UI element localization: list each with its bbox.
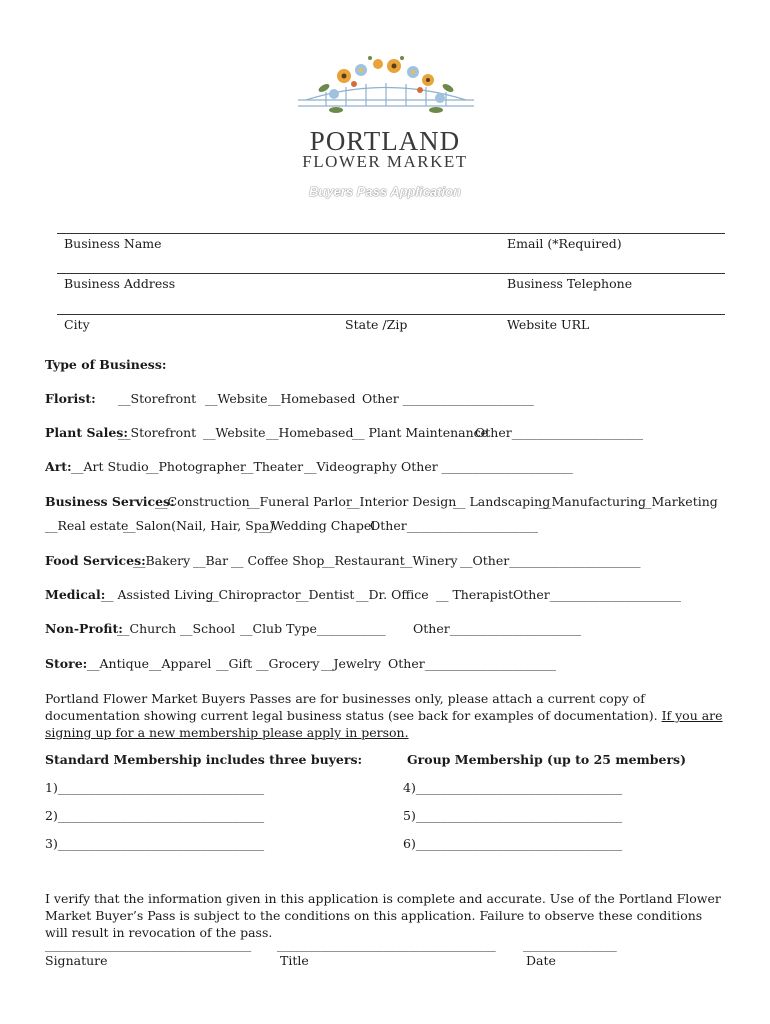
food-winery-option[interactable]: __Winery (400, 553, 458, 568)
verification-statement: I verify that the information given in this application is complete and accurate. Use of the Portland Flower Market Buyer’s Pass is subject to the conditions on this application. Failure to observe these conditions will result in revocation of the pass. (45, 891, 721, 940)
business-address-label: Business Address (64, 276, 176, 291)
business-telephone-label: Business Telephone (507, 276, 633, 291)
medical-therapist-option[interactable]: __ Therapist (436, 587, 514, 602)
city-label: City (64, 317, 90, 332)
florist-other-field[interactable]: Other _____________________ (362, 391, 534, 406)
florist-storefront-option[interactable]: __Storefront (118, 391, 197, 406)
buyer-5-field[interactable]: 5)_________________________________ (403, 808, 623, 823)
buyer-2-field[interactable]: 2)_________________________________ (45, 808, 265, 823)
signature-label: Signature (45, 953, 108, 968)
medical-droffice-option[interactable]: __Dr. Office (356, 587, 429, 602)
art-photographer-option[interactable]: __Photographer (146, 459, 246, 474)
business-name-label: Business Name (64, 236, 162, 251)
art-label: Art: (45, 459, 72, 474)
medical-chiropractor-option[interactable]: __Chiropractor (206, 587, 301, 602)
medical-dentist-option[interactable]: __Dentist (296, 587, 355, 602)
medical-assisted-option[interactable]: __ Assisted Living (101, 587, 214, 602)
services-realestate-option[interactable]: __Real estate (45, 518, 129, 533)
food-services-label: Food Services: (45, 553, 146, 568)
store-other-field[interactable]: Other_____________________ (388, 656, 556, 671)
buyer-4-field[interactable]: 4)_________________________________ (403, 780, 623, 795)
nonprofit-other-field[interactable]: Other_____________________ (413, 621, 581, 636)
services-other-field[interactable]: Other_____________________ (370, 518, 538, 533)
buyer-1-field[interactable]: 1)_________________________________ (45, 780, 265, 795)
art-theater-option[interactable]: __Theater (241, 459, 304, 474)
nonprofit-label: Non-Profit: (45, 621, 123, 636)
group-membership-heading: Group Membership (up to 25 members) (407, 752, 686, 767)
florist-homebased-option[interactable]: __Homebased (268, 391, 356, 406)
business-services-label: Business Services: (45, 494, 175, 509)
type-of-business-heading: Type of Business: (45, 357, 167, 372)
florist-label: Florist: (45, 391, 96, 406)
food-bakery-option[interactable]: __Bakery (133, 553, 191, 568)
medical-other-field[interactable]: Other_____________________ (513, 587, 681, 602)
title-field[interactable]: ___________________________________ (277, 937, 496, 952)
notice-text: Portland Flower Market Buyers Passes are for businesses only, please attach a current copy of documentation showing current legal business status (see back for examples of documentation). (45, 691, 662, 723)
nonprofit-club-field[interactable]: __Club Type___________ (240, 621, 386, 636)
documentation-notice (45, 690, 725, 741)
store-antique-option[interactable]: __Antique (87, 656, 150, 671)
medical-label: Medical: (45, 587, 106, 602)
website-label: Website URL (507, 317, 590, 332)
services-marketing-option[interactable]: __Marketing (639, 494, 718, 509)
logo-line2: FLOWER MARKET (302, 152, 468, 171)
plant-maintenance-option[interactable]: __ Plant Maintenance (352, 425, 489, 440)
business-name-line[interactable] (57, 233, 725, 234)
state-zip-label: State /Zip (345, 317, 408, 332)
plant-website-option[interactable]: __Website (203, 425, 266, 440)
food-other-field[interactable]: __Other_____________________ (460, 553, 641, 568)
buyer-6-field[interactable]: 6)_________________________________ (403, 836, 623, 851)
title-label: Title (280, 953, 309, 968)
store-grocery-option[interactable]: __Grocery (256, 656, 320, 671)
services-salon-option[interactable]: __Salon(Nail, Hair, Spa) (123, 518, 275, 533)
services-construction-option[interactable]: __Construction (155, 494, 250, 509)
services-wedding-option[interactable]: __Wedding Chapel (259, 518, 376, 533)
nonprofit-school-option[interactable]: __School (180, 621, 236, 636)
notice-in-person: If you are signing up for a new membership please apply in person. (45, 708, 723, 740)
plant-storefront-option[interactable]: __Storefront (118, 425, 197, 440)
art-studio-option[interactable]: __Art Studio (71, 459, 149, 474)
date-label: Date (526, 953, 556, 968)
nonprofit-church-option[interactable]: __Church (117, 621, 177, 636)
city-line[interactable] (57, 314, 725, 315)
services-landscaping-option[interactable]: __ Landscaping (453, 494, 551, 509)
signature-field[interactable]: _________________________________ (45, 937, 252, 952)
services-manufacturing-option[interactable]: __Manufacturing (539, 494, 647, 509)
logo-line1: PORTLAND (309, 126, 461, 156)
plant-other-field[interactable]: Other_____________________ (475, 425, 643, 440)
store-label: Store: (45, 656, 88, 671)
store-apparel-option[interactable]: __Apparel (149, 656, 212, 671)
art-other-field[interactable]: Other _____________________ (401, 459, 573, 474)
date-field[interactable]: _______________ (523, 937, 617, 952)
buyer-3-field[interactable]: 3)_________________________________ (45, 836, 265, 851)
store-jewelry-option[interactable]: __Jewelry (321, 656, 382, 671)
store-gift-option[interactable]: __Gift (216, 656, 253, 671)
florist-website-option[interactable]: __Website (205, 391, 268, 406)
page-title: Buyers Pass Application (309, 184, 461, 199)
food-coffee-option[interactable]: __ Coffee Shop (231, 553, 325, 568)
email-label: Email (*Required) (507, 236, 622, 251)
flower-wreath-bridge-icon (296, 50, 476, 120)
food-restaurant-option[interactable]: __Restaurant (322, 553, 405, 568)
plant-homebased-option[interactable]: __Homebased (266, 425, 354, 440)
standard-membership-heading: Standard Membership includes three buyers: (45, 752, 363, 767)
services-funeral-option[interactable]: __Funeral Parlor (247, 494, 352, 509)
services-interior-option[interactable]: __Interior Design (347, 494, 457, 509)
art-videography-option[interactable]: __Videography (304, 459, 397, 474)
food-bar-option[interactable]: __Bar (193, 553, 229, 568)
plant-sales-label: Plant Sales: (45, 425, 128, 440)
business-address-line[interactable] (57, 273, 725, 274)
